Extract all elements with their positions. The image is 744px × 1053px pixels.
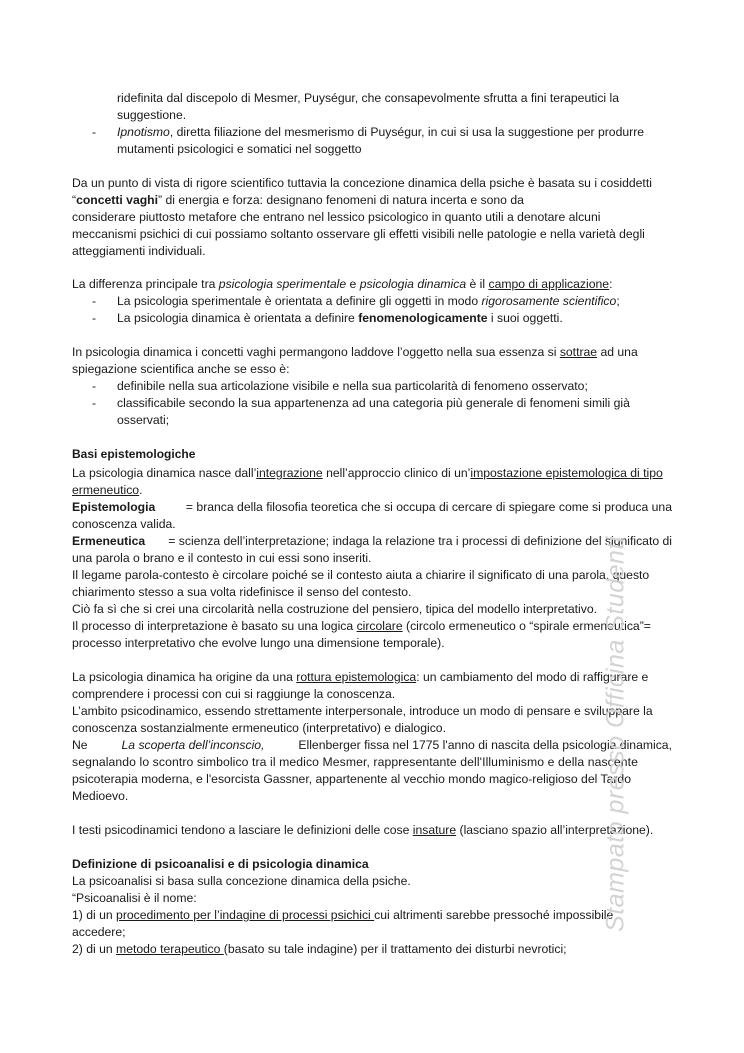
text-line: chiarimento stesso a sua volta ridefinisce il senso del contesto.	[72, 585, 412, 599]
list-item: classificabile secondo la sua appartenenza ad una categoria più generale di fenomeni simili già	[117, 396, 630, 410]
text-line: Ne La scoperta dell’inconscio, Ellenberger fissa nel 1775 l'anno di nascita della psicologia dinamica,	[72, 738, 672, 752]
text-line: Ciò fa sì che si crei una circolarità nella costruzione del pensiero, tipica del modello interpretativo.	[72, 602, 598, 616]
text-line: La differenza principale tra psicologia sperimentale e psicologia dinamica è il campo di applicazione:	[72, 277, 613, 291]
text-line: Il legame parola-contesto è circolare poiché se il contesto aiuta a chiarire il significato di una parola, questo	[72, 568, 650, 582]
text-line: I testi psicodinamici tendono a lasciare le definizioni delle cose insature (lasciano spazio all’interpretazione).	[72, 823, 654, 837]
text-line: spiegazione scientifica anche se esso è:	[72, 362, 290, 376]
text-line: La psicoanalisi si basa sulla concezione dinamica della psiche.	[72, 874, 411, 888]
text-line: comprendere i processi con cui si raggiunge la conoscenza.	[72, 687, 396, 701]
text-line: Medioevo.	[72, 789, 129, 803]
text-line: psicoterapia moderna, e l'esorcista Gassner, appartenente al vecchio mondo magico-religioso del Tardo	[72, 772, 631, 786]
text-line: ermeneutico.	[72, 483, 143, 497]
term-ipnotismo: Ipnotismo	[117, 125, 170, 139]
watermark-text: Stampato presso Officina Studenti	[601, 536, 630, 932]
bullet-dash: -	[92, 294, 97, 308]
text-line: L’ambito psicodinamico, essendo strettamente interpersonale, introduce un modo di pensare e sviluppare la	[72, 704, 653, 718]
text-line: accedere;	[72, 925, 126, 939]
text-line: Da un punto di vista di rigore scientifico tuttavia la concezione dinamica della psiche è basata su i cosiddetti	[72, 176, 652, 190]
text-line: La psicologia dinamica ha origine da una rottura epistemologica: un cambiamento del modo di raffigurare e	[72, 670, 649, 684]
text-line: “concetti vaghi” di energia e forza: designano fenomeni di natura incerta e sono da	[72, 193, 524, 207]
text-line: La psicologia dinamica nasce dall’integrazione nell’approccio clinico di un’impostazione epistemologica di tipo	[72, 466, 663, 480]
bullet-dash: -	[92, 311, 97, 325]
text-line: Epistemologia = branca della filosofia teoretica che si occupa di cercare di spiegare come si produca una	[72, 500, 672, 514]
text-line: In psicologia dinamica i concetti vaghi permangono laddove l’oggetto nella sua essenza si sottrae ad una	[72, 345, 638, 359]
list-item: La psicologia sperimentale è orientata a definire gli oggetti in modo rigorosamente scientifico;	[117, 294, 620, 308]
text-line: “Psicoanalisi è il nome:	[72, 891, 197, 905]
text-line: mutamenti psicologici e somatici nel soggetto	[117, 142, 362, 156]
list-item: 1) di un procedimento per l’indagine di processi psichici cui altrimenti sarebbe pressoché impossibile	[72, 908, 614, 922]
bullet-dash: -	[92, 396, 97, 410]
text-line: processo interpretativo che evolve lungo una dimensione temporale).	[72, 636, 445, 650]
term-epistemologia: Epistemologia	[72, 500, 156, 514]
text-line: ridefinita dal discepolo di Mesmer, Puységur, che consapevolmente sfrutta a fini terapeutici la	[117, 91, 619, 105]
text-line: una parola o brano e il contesto in cui essi sono inseriti.	[72, 551, 372, 565]
list-item: Ipnotismo, diretta filiazione del mesmerismo di Puységur, in cui si usa la suggestione per produrre	[117, 125, 645, 139]
text-line: conoscenza sostanzialmente ermeneutico (interpretativo) e dialogico.	[72, 721, 446, 735]
text-line: Il processo di interpretazione è basato su una logica circolare (circolo ermeneutico o “spirale ermeneutica”=	[72, 619, 651, 633]
list-item: definibile nella sua articolazione visibile e nella sua particolarità di fenomeno osservato;	[117, 379, 588, 393]
section-heading: Basi epistemologiche	[72, 447, 196, 461]
text-line: considerare piuttosto metafore che entrano nel lessico psicologico in quanto utili a denotare alcuni	[72, 210, 601, 224]
text-line: meccanismi psichici di cui possiamo soltanto osservare gli effetti visibili nelle patologie e nella varietà degli	[72, 227, 645, 241]
list-item: 2) di un metodo terapeutico (basato su tale indagine) per il trattamento dei disturbi nevrotici;	[72, 942, 567, 956]
bullet-dash: -	[92, 125, 97, 139]
watermark	[596, 536, 636, 932]
section-heading: Definizione di psicoanalisi e di psicologia dinamica	[72, 857, 369, 871]
text-line: conoscenza valida.	[72, 517, 176, 531]
text-line: osservati;	[117, 413, 170, 427]
text-line: suggestione.	[117, 108, 187, 122]
term-ermeneutica: Ermeneutica	[72, 534, 146, 548]
bullet-dash: -	[92, 379, 97, 393]
term-concetti-vaghi: concetti vaghi	[76, 193, 159, 207]
text-line: atteggiamenti individuali.	[72, 244, 206, 258]
text-line: Ermeneutica = scienza dell’interpretazione; indaga la relazione tra i processi di definizione del significato di	[72, 534, 672, 548]
text-line: segnalando lo scontro simbolico tra il medico Mesmer, rappresentante dell'Illuminismo e della nascente	[72, 755, 638, 769]
list-item: La psicologia dinamica è orientata a definire fenomenologicamente i suoi oggetti.	[117, 311, 563, 325]
